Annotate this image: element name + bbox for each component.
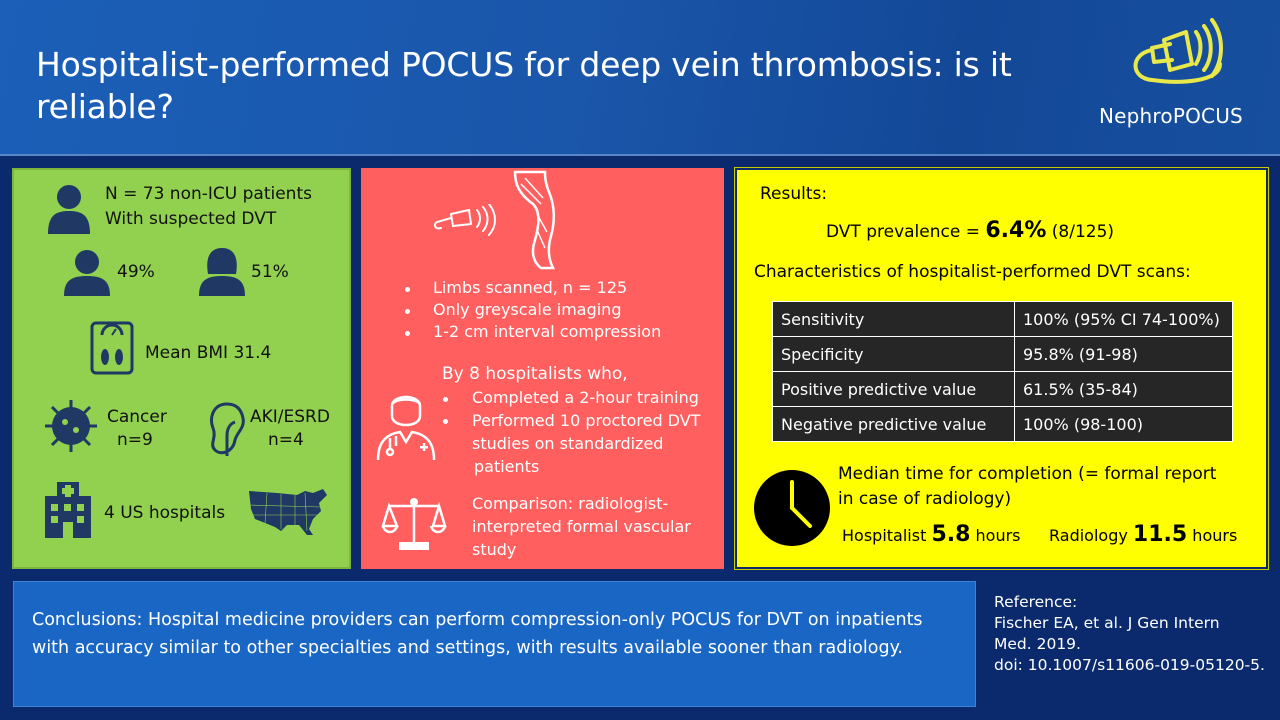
comparison-line2: interpreted formal vascular — [472, 517, 691, 536]
prevalence-label: DVT prevalence = — [826, 222, 980, 242]
female-icon — [199, 248, 245, 296]
npv-value: 100% (98-100) — [1015, 407, 1233, 442]
prevalence-detail: (8/125) — [1051, 222, 1115, 242]
radiology-hours-value: 11.5 — [1132, 522, 1188, 547]
scale-icon — [90, 321, 134, 375]
conclusion-text: Conclusions: Hospital medicine providers can perform compression-only POCUS for DVT on inpatients with accuracy similar to other specialties and settings, with results available sooner than radiology. — [32, 610, 923, 658]
specificity-label: Specificity — [773, 337, 1015, 372]
proctored-studies-item-line2: studies on standardized — [472, 434, 664, 453]
bullet-dot — [405, 331, 410, 336]
radiology-label: Radiology — [1049, 526, 1128, 545]
greyscale-imaging: Only greyscale imaging — [433, 300, 622, 319]
male-percentage: 49% — [117, 262, 155, 282]
ultrasound-probe-icon — [433, 204, 501, 236]
kidney-icon — [205, 400, 247, 456]
reference-year: Med. 2019. — [994, 635, 1081, 653]
hospitalists-heading: By 8 hospitalists who, — [442, 364, 628, 384]
logo-text: NephroPOCUS — [1099, 104, 1243, 128]
radiology-time — [1049, 522, 1237, 547]
specificity-value: 95.8% (91-98) — [1015, 337, 1233, 372]
doctor-icon — [376, 388, 436, 460]
population-panel — [12, 168, 351, 569]
hospitalist-time — [842, 522, 1021, 547]
sensitivity-value: 100% (95% CI 74-100%) — [1015, 302, 1233, 337]
mean-bmi: Mean BMI 31.4 — [145, 343, 272, 363]
hospitalist-label: Hospitalist — [842, 526, 927, 545]
leg-icon — [511, 170, 571, 272]
table-row — [773, 372, 1233, 407]
page-title: Hospitalist-performed POCUS for deep vein thrombosis: is it reliable? — [36, 45, 1012, 126]
sensitivity-label: Sensitivity — [773, 302, 1015, 337]
female-percentage: 51% — [251, 262, 289, 282]
table-row — [773, 302, 1233, 337]
training-item: Completed a 2-hour training — [472, 388, 699, 407]
table-row — [773, 337, 1233, 372]
conclusion-panel — [13, 581, 976, 707]
methods-panel — [361, 168, 724, 569]
hospital-count: 4 US hospitals — [104, 503, 226, 523]
patients-count: N = 73 non-ICU patients — [105, 184, 312, 204]
person-icon — [47, 184, 91, 234]
results-heading: Results: — [760, 184, 828, 204]
diagnostic-accuracy-table — [772, 301, 1233, 442]
male-icon — [64, 248, 110, 296]
dvt-prevalence — [826, 218, 1114, 243]
aki-esrd-count: n=4 — [268, 430, 304, 450]
reference-authors: Fischer EA, et al. J Gen Intern — [994, 614, 1220, 632]
completion-time-line2: in case of radiology) — [838, 489, 1012, 509]
virus-icon — [41, 398, 101, 454]
comparison-line1: Comparison: radiologist- — [472, 494, 669, 513]
interval-compression: 1-2 cm interval compression — [433, 322, 662, 341]
npv-label: Negative predictive value — [773, 407, 1015, 442]
comparison-line3: study — [472, 540, 517, 559]
balance-scale-icon — [381, 494, 447, 552]
proctored-studies-item: Performed 10 proctored DVT — [472, 411, 701, 430]
cancer-count: n=9 — [117, 430, 153, 450]
hospitalist-unit: hours — [975, 526, 1021, 545]
ppv-value: 61.5% (35-84) — [1015, 372, 1233, 407]
ppv-label: Positive predictive value — [773, 372, 1015, 407]
reference-block — [994, 592, 1274, 676]
results-panel — [735, 168, 1268, 569]
bullet-dot — [405, 309, 410, 314]
prevalence-value: 6.4% — [985, 218, 1047, 243]
hospital-icon — [43, 482, 93, 538]
hospitalist-hours-value: 5.8 — [931, 522, 971, 547]
reference-heading: Reference: — [994, 593, 1078, 611]
limbs-scanned: Limbs scanned, n = 125 — [433, 278, 628, 297]
bullet-dot — [443, 419, 448, 424]
table-row — [773, 407, 1233, 442]
proctored-studies-item-line3: patients — [474, 457, 540, 476]
completion-time-line1: Median time for completion (= formal report — [838, 464, 1217, 484]
radiology-unit: hours — [1192, 526, 1238, 545]
characteristics-heading: Characteristics of hospitalist-performed DVT scans: — [754, 262, 1191, 282]
bullet-dot — [405, 287, 410, 292]
clock-icon — [752, 468, 832, 548]
reference-doi: doi: 10.1007/s11606-019-05120-5. — [994, 656, 1265, 674]
aki-esrd-label: AKI/ESRD — [250, 407, 330, 427]
bullet-dot — [443, 397, 448, 402]
cancer-label: Cancer — [107, 407, 167, 427]
usa-map-icon — [247, 485, 329, 537]
header-banner — [0, 0, 1280, 156]
patients-condition: With suspected DVT — [105, 209, 277, 229]
